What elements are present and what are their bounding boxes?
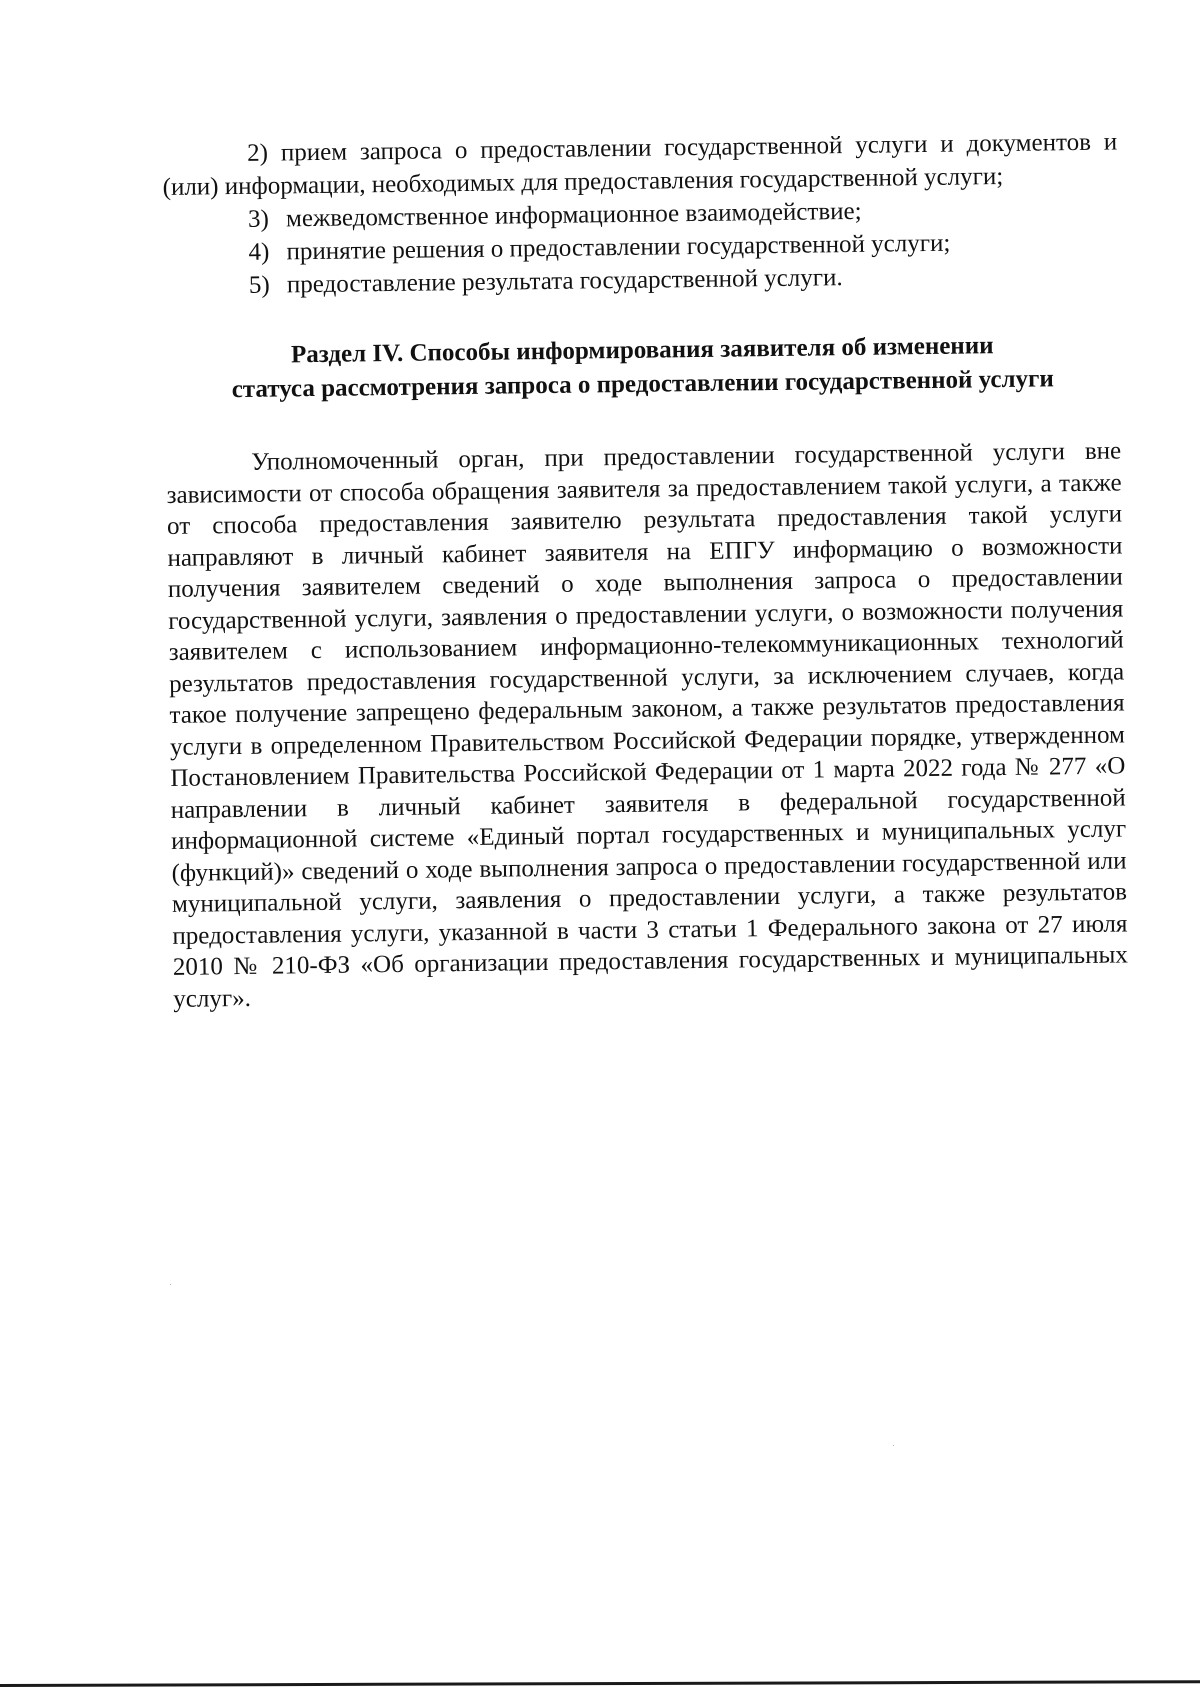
- scan-speck: [170, 1284, 171, 1285]
- list-item-2: 2) прием запроса о предоставлении государственной услуги и документов и (или) информации, необходимых для предоставления государственной услуги;: [162, 128, 1118, 201]
- list-item-3-text: межведомственное информационное взаимодействие;: [285, 197, 862, 233]
- list-item-5-text: предоставление результата государственной услуги.: [286, 264, 843, 299]
- list-item-3-number: 3): [247, 205, 270, 233]
- list-item-4-text: принятие решения о предоставлении государственной услуги;: [286, 229, 951, 266]
- page-content: [162, 125, 1128, 1014]
- section-heading: [165, 327, 1121, 407]
- list-item-4-number: 4): [248, 238, 270, 266]
- section-heading-line-1: Раздел IV. Способы информирования заявителя об изменении: [290, 332, 994, 369]
- list-item-5-number: 5): [248, 271, 270, 299]
- scan-speck: [893, 1445, 894, 1446]
- body-paragraph: Уполномоченный орган, при предоставлении государственной услуги вне зависимости от способа обращения заявителя за предоставлением такой услуги, а также от способа предоставления заявителю результата предоставления такой услуги направляют в личный кабинет заявителя на ЕПГУ информацию о возможности получения заявителем сведений о ходе выполнения запроса о предоставлении государственной услуги, заявления о предоставлении услуги, о возможности получения заявителем с использованием информационно-телекоммуникационных технологий результатов предоставления государственной услуги, за исключением случаев, когда такое получение запрещено федеральным законом, а также результатов предоставления услуги в определенном Правительством Российской Федерации порядке, утвержденном Постановлением Правительства Российской Федерации от 1 марта 2022 года № 277 «О направлении в личный кабинет заявителя в федеральной государственной информационной системе «Единый портал государственных и муниципальных услуг (функций)» сведений о ходе выполнения запроса о предоставлении государственной или муниципальной услуги, заявления о предоставлении услуги, а также результатов предоставления услуги, указанной в части 3 статьи 1 Федерального закона от 27 июля 2010 № 210-ФЗ «Об организации предоставления государственных и муниципальных услуг».: [166, 437, 1128, 1013]
- section-heading-line-2: статуса рассмотрения запроса о предоставлении государственной услуги: [231, 365, 1054, 404]
- page-bottom-edge: [0, 1680, 1200, 1687]
